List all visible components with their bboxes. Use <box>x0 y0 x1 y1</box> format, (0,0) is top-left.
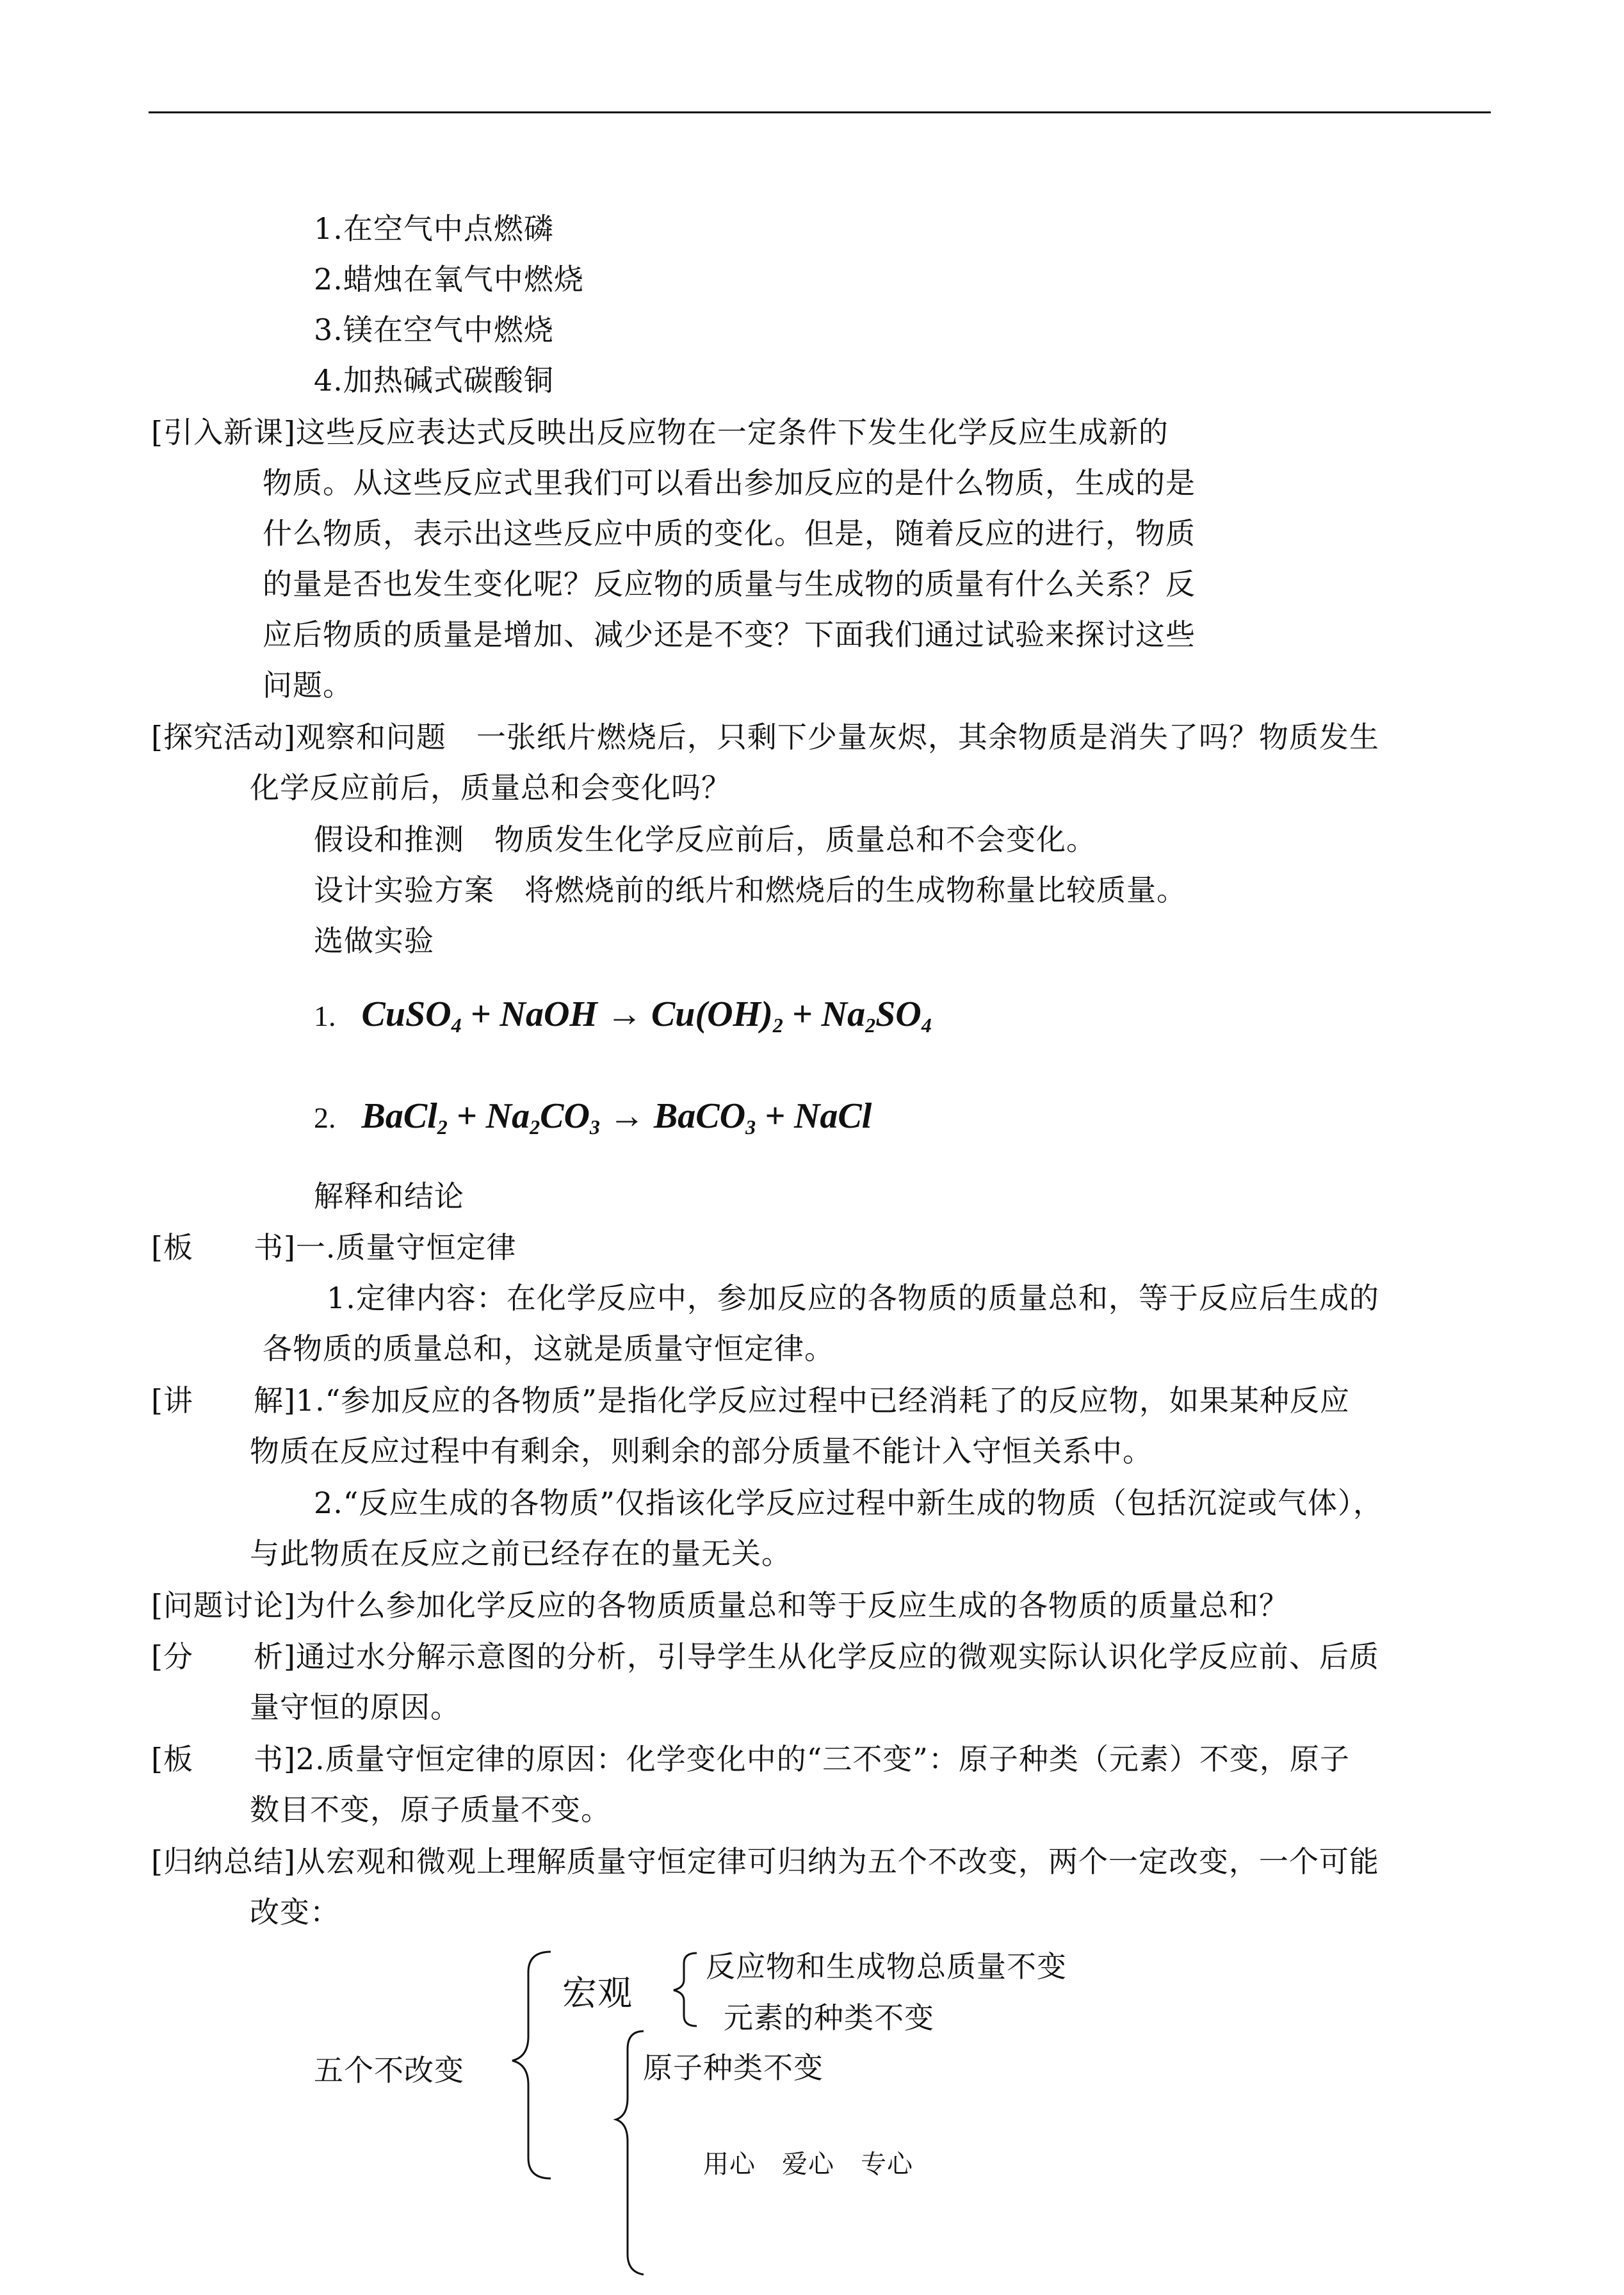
formula-part: SO <box>875 994 922 1034</box>
formula-part: CO <box>540 1096 590 1136</box>
diagram-root-label: 五个不改变 <box>314 2053 464 2088</box>
diagram-macro-item: 反应物和生成物总质量不变 <box>706 1949 1067 1984</box>
discuss-line: [问题讨论]为什么参加化学反应的各物质质量总和等于反应生成的各物质的质量总和？ <box>151 1588 1289 1623</box>
formula-part: BaCl <box>361 1096 437 1136</box>
formula-part: + Na <box>783 994 866 1034</box>
formula-part: → BaCO <box>599 1096 746 1136</box>
intro-line: 的量是否也发生变化呢？反应物的质量与生成物的质量有什么关系？反 <box>263 567 1196 601</box>
subscript: 2 <box>865 1014 876 1037</box>
intro-line: 应后物质的质量是增加、减少还是不变？下面我们通过试验来探讨这些 <box>263 617 1196 652</box>
reaction-item: 3.镁在空气中燃烧 <box>314 312 554 347</box>
diagram-macro-label: 宏观 <box>562 1973 633 2013</box>
page-footer: 用心 爱心 专心 <box>703 2150 913 2179</box>
brace-macro <box>674 1953 697 2026</box>
intro-line: 什么物质，表示出这些反应中质的变化。但是，随着反应的进行，物质 <box>263 516 1196 551</box>
board-line: [板 书]2.质量守恒定律的原因：化学变化中的“三不变”：原子种类（元素）不变，原子 <box>151 1742 1350 1776</box>
conclusion-heading: 解释和结论 <box>314 1179 464 1213</box>
explain-line: [讲 解]1.“参加反应的各物质”是指化学反应过程中已经消耗了的反应物，如果某种反应 <box>151 1383 1350 1418</box>
intro-line: 问题。 <box>263 668 353 702</box>
subscript: 3 <box>745 1115 756 1139</box>
explore-line: 设计实验方案 将燃烧前的纸片和燃烧后的生成物称量比较质量。 <box>314 873 1187 907</box>
explain-line: 与此物质在反应之前已经存在的量无关。 <box>250 1536 792 1571</box>
intro-line: [引入新课]这些反应表达式反映出反应物在一定条件下发生化学反应生成新的 <box>151 415 1169 450</box>
explore-line: 假设和推测 物质发生化学反应前后，质量总和不会变化。 <box>314 822 1096 857</box>
explore-line: 选做实验 <box>314 923 434 958</box>
formula-part: CuSO <box>361 994 451 1034</box>
explore-line: [探究活动]观察和问题 一张纸片燃烧后，只剩下少量灰烬，其余物质是消失了吗？物质发生 <box>151 720 1379 754</box>
diagram-micro-item: 原子种类不变 <box>643 2050 824 2085</box>
summary-line: 改变： <box>250 1895 340 1929</box>
subscript: 2 <box>772 1014 783 1037</box>
intro-line: 物质。从这些反应式里我们可以看出参加反应的是什么物质，生成的是 <box>263 466 1196 500</box>
formula-part: + NaCl <box>756 1096 872 1136</box>
equation-number: 2. <box>314 1101 336 1134</box>
reaction-item: 1.在空气中点燃磷 <box>314 211 554 246</box>
reaction-item: 4.加热碱式碳酸铜 <box>314 363 554 398</box>
formula-part: + Na <box>447 1096 530 1136</box>
subscript: 2 <box>530 1115 540 1139</box>
brace-root <box>512 1952 551 2178</box>
formula-part: + NaOH → Cu(OH) <box>461 994 773 1034</box>
explain-line: 2.“反应生成的各物质”仅指该化学反应过程中新生成的物质（包括沉淀或气体）， <box>314 1486 1383 1520</box>
board-line: 1.定律内容：在化学反应中，参加反应的各物质的质量总和，等于反应后生成的 <box>327 1281 1379 1315</box>
summary-line: [归纳总结]从宏观和微观上理解质量守恒定律可归纳为五个不改变，两个一定改变，一个可能 <box>151 1844 1379 1879</box>
board-line: 数目不变，原子质量不变。 <box>250 1792 611 1827</box>
explain-line: 物质在反应过程中有剩余，则剩余的部分质量不能计入守恒关系中。 <box>250 1434 1153 1468</box>
subscript: 4 <box>921 1014 932 1037</box>
board-line: [板 书]一.质量守恒定律 <box>151 1230 517 1265</box>
subscript: 3 <box>589 1115 600 1139</box>
subscript: 2 <box>437 1115 448 1139</box>
equation-number: 1. <box>314 1000 336 1032</box>
reaction-item: 2.蜡烛在氧气中燃烧 <box>314 262 584 296</box>
explore-line: 化学反应前后，质量总和会变化吗？ <box>250 770 731 805</box>
brace-micro <box>616 2031 644 2275</box>
analysis-line: [分 析]通过水分解示意图的分析，引导学生从化学反应的微观实际认识化学反应前、后质 <box>151 1639 1379 1674</box>
board-line: 各物质的质量总和，这就是质量守恒定律。 <box>263 1331 834 1366</box>
analysis-line: 量守恒的原因。 <box>250 1690 460 1724</box>
subscript: 4 <box>451 1014 462 1037</box>
diagram-macro-item: 元素的种类不变 <box>724 2000 934 2035</box>
